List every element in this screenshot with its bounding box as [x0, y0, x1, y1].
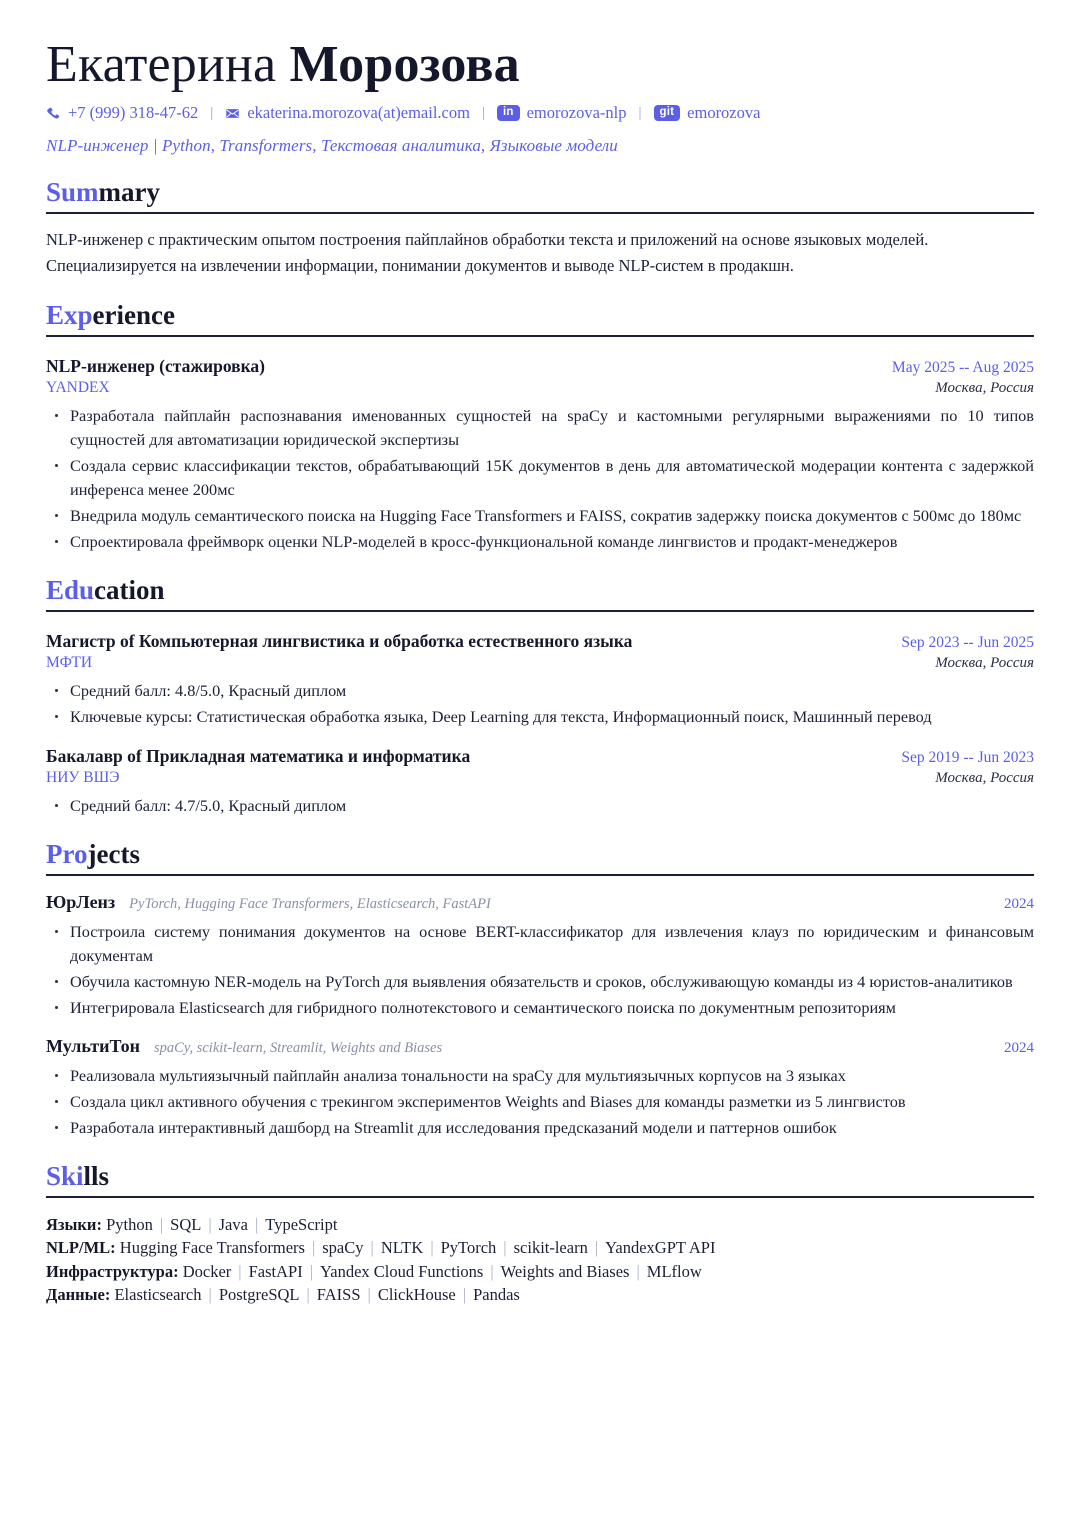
resume-header — [46, 36, 1034, 156]
contact-line — [46, 103, 1034, 123]
section-title-rest: erience — [92, 299, 175, 330]
bullet-list — [46, 1064, 1034, 1140]
entry-header-row — [46, 746, 1034, 767]
section-experience — [46, 301, 1034, 554]
section-title-accent: Edu — [46, 574, 95, 605]
skill-separator: | — [490, 1261, 494, 1281]
contact-separator: | — [481, 104, 485, 121]
skill-item: FAISS — [316, 1285, 361, 1305]
entry-date: Sep 2023 -- Jun 2025 — [901, 633, 1034, 651]
section-title-rest: cation — [94, 574, 165, 605]
section-title-education — [46, 576, 1034, 605]
bullet-item: Разработала пайплайн распознавания именованных сущностей на spaCy и кастомными регулярными выражениями по 10 типов сущностей для автоматизации юридической экспертизы — [46, 404, 1034, 452]
bullet-item: Интегрировала Elasticsearch для гибридного полнотекстового и семантического поиска по документным репозиториям — [46, 996, 1034, 1020]
skill-item: Python — [106, 1214, 153, 1234]
bullet-item: Создала сервис классификации текстов, обрабатывающий 15K документов в день для автоматической модерации контента с задержкой инференса менее 200мс — [46, 454, 1034, 502]
section-title-rest: lls — [83, 1160, 110, 1191]
bullet-list — [46, 404, 1034, 554]
bullet-item: Ключевые курсы: Статистическая обработка языка, Deep Learning для текста, Информационный поиск, Машинный перевод — [46, 705, 1034, 729]
section-title-skills — [46, 1162, 1034, 1191]
section-title-accent: Ski — [46, 1160, 84, 1191]
skill-item: Yandex Cloud Functions — [320, 1261, 484, 1281]
entry-location: Москва, Россия — [935, 769, 1034, 786]
entry-company: YANDEX — [46, 379, 110, 397]
project-year: 2024 — [1004, 1039, 1034, 1056]
skill-item: FastAPI — [248, 1261, 303, 1281]
skills-list — [46, 1213, 1034, 1307]
project-entry — [46, 1036, 1034, 1140]
contact-separator: | — [210, 104, 214, 121]
section-skills — [46, 1162, 1034, 1307]
section-title-accent: Pro — [46, 838, 88, 869]
skill-item: Hugging Face Transformers — [119, 1238, 305, 1258]
skill-category: Инфраструктура: — [46, 1261, 183, 1281]
contact-email[interactable] — [225, 103, 470, 123]
projects-list — [46, 892, 1034, 1140]
skill-item: PyTorch — [440, 1238, 497, 1258]
phone-icon — [46, 106, 61, 121]
first-name: Екатерина — [46, 36, 277, 93]
summary-line: NLP-инженер с практическим опытом построения пайплайнов обработки текста и приложений на основе языковых моделей. — [46, 230, 929, 250]
skill-separator: | — [594, 1238, 599, 1258]
skill-separator: | — [311, 1238, 316, 1258]
bullet-item: Средний балл: 4.8/5.0, Красный диплом — [46, 679, 1034, 703]
skill-separator: | — [208, 1214, 212, 1234]
skill-item: Java — [218, 1214, 248, 1234]
section-education — [46, 576, 1034, 818]
bullet-list — [46, 920, 1034, 1020]
entry-date: Sep 2019 -- Jun 2023 — [901, 748, 1034, 766]
summary-text — [46, 228, 1034, 279]
bullet-item: Создала цикл активного обучения с трекингом экспериментов Weights and Biases для команды разметки из 5 лингвистов — [46, 1090, 1034, 1114]
entry-header-row — [46, 356, 1034, 377]
skill-item: Elasticsearch — [114, 1285, 202, 1305]
section-title-rest: jects — [87, 838, 140, 869]
skill-item: Docker — [182, 1261, 232, 1281]
contact-text: emorozova-nlp — [526, 103, 627, 123]
section-rule — [46, 1196, 1034, 1198]
section-rule — [46, 335, 1034, 337]
skill-item: MLflow — [646, 1261, 702, 1281]
entry — [46, 631, 1034, 729]
skill-row — [46, 1283, 1034, 1306]
project-title-group — [46, 892, 491, 913]
bullet-item: Средний балл: 4.7/5.0, Красный диплом — [46, 794, 1034, 818]
skill-category: Языки: — [46, 1214, 107, 1234]
skill-row — [46, 1213, 1034, 1236]
section-rule — [46, 610, 1034, 612]
skill-row — [46, 1260, 1034, 1283]
skill-item: Weights and Biases — [500, 1261, 630, 1281]
contact-text: +7 (999) 318-47-62 — [68, 103, 199, 123]
contact-linkedin[interactable] — [497, 103, 627, 123]
section-title-accent: Exp — [46, 299, 93, 330]
entry-school: МФТИ — [46, 653, 93, 671]
contact-phone[interactable] — [46, 103, 198, 123]
project-title-group — [46, 1036, 442, 1057]
contact-separator: | — [638, 104, 642, 121]
linkedin-icon: in — [497, 105, 520, 121]
skill-item: spaCy — [322, 1238, 364, 1258]
bullet-item: Построила систему понимания документов на основе BERT-классификатор для извлечения клауз по юридическим и финансовым документам — [46, 920, 1034, 968]
project-header-row — [46, 892, 1034, 913]
skill-item: ClickHouse — [377, 1285, 456, 1305]
entry-header-row — [46, 631, 1034, 652]
skill-separator: | — [636, 1261, 640, 1281]
section-projects — [46, 840, 1034, 1140]
project-name: МультиТон — [46, 1035, 141, 1056]
skill-separator: | — [430, 1238, 434, 1258]
skill-item: NLTK — [380, 1238, 424, 1258]
skill-separator: | — [503, 1238, 507, 1258]
contact-github[interactable] — [654, 103, 761, 123]
bullet-item: Реализовала мультиязычный пайплайн анализа тональности на spaCy для мультиязычных корпусов на 3 языках — [46, 1064, 1034, 1088]
skill-separator: | — [238, 1261, 242, 1281]
entry — [46, 746, 1034, 818]
bullet-list — [46, 794, 1034, 818]
project-year: 2024 — [1004, 895, 1034, 912]
section-title-rest: mary — [98, 177, 161, 208]
candidate-name — [46, 36, 1034, 94]
contact-text: emorozova — [687, 103, 761, 123]
entry-sub-row — [46, 767, 1034, 787]
experience-list — [46, 356, 1034, 554]
skill-separator: | — [462, 1285, 467, 1305]
education-list — [46, 631, 1034, 818]
skill-item: SQL — [170, 1214, 202, 1234]
entry-date: May 2025 -- Aug 2025 — [891, 359, 1034, 377]
skill-item: YandexGPT API — [605, 1238, 716, 1258]
project-header-row — [46, 1036, 1034, 1057]
skill-separator: | — [159, 1214, 164, 1234]
email-icon — [225, 106, 240, 121]
entry-title: Бакалавр of Прикладная математика и информатика — [46, 745, 471, 766]
skill-separator: | — [254, 1214, 259, 1234]
entry-location: Москва, Россия — [935, 380, 1034, 397]
section-rule — [46, 874, 1034, 876]
section-title-accent: Sum — [46, 177, 99, 208]
bullet-item: Спроектировала фреймворк оценки NLP-моделей в кросс-функциональной команде лингвистов и продакт-менеджеров — [46, 530, 1034, 554]
entry-title: Магистр of Компьютерная лингвистика и обработка естественного языка — [46, 630, 633, 651]
section-rule — [46, 212, 1034, 214]
skill-item: PostgreSQL — [218, 1285, 300, 1305]
section-summary — [46, 178, 1034, 279]
github-icon: git — [654, 105, 681, 121]
project-entry — [46, 892, 1034, 1020]
entry-sub-row — [46, 377, 1034, 397]
bullet-list — [46, 679, 1034, 729]
bullet-item: Обучила кастомную NER-модель на PyTorch для выявления обязательств и сроков, обслуживающую команды из 4 юристов-аналитиков — [46, 970, 1034, 994]
entry-title: NLP-инженер (стажировка) — [46, 356, 265, 377]
project-stack: PyTorch, Hugging Face Transformers, Elasticsearch, FastAPI — [129, 895, 491, 912]
skill-item: scikit-learn — [513, 1238, 588, 1258]
skill-category: Данные: — [46, 1285, 115, 1305]
contact-text: ekaterina.morozova(at)email.com — [247, 103, 470, 123]
bullet-item: Разработала интерактивный дашборд на Streamlit для исследования предсказаний модели и паттернов ошибок — [46, 1116, 1034, 1140]
skill-separator: | — [370, 1238, 374, 1258]
project-name: ЮрЛенз — [46, 891, 116, 912]
skill-separator: | — [367, 1285, 371, 1305]
entry-sub-row — [46, 652, 1034, 672]
entry-school: НИУ ВШЭ — [46, 768, 120, 786]
tagline: NLP-инженер | Python, Transformers, Текстовая аналитика, Языковые модели — [46, 136, 618, 156]
section-title-experience — [46, 301, 1034, 330]
entry — [46, 356, 1034, 554]
summary-line: Специализируется на извлечении информации, понимании документов и выводе NLP-систем в продакшн. — [46, 256, 794, 276]
section-title-projects — [46, 840, 1034, 869]
last-name: Морозова — [289, 36, 520, 93]
skill-separator: | — [309, 1261, 313, 1281]
section-title-summary — [46, 178, 1034, 207]
skill-item: TypeScript — [265, 1214, 338, 1234]
bullet-item: Внедрила модуль семантического поиска на Hugging Face Transformers и FAISS, сократив задержку поиска документов с 500мс до 180мс — [46, 504, 1034, 528]
skill-item: Pandas — [473, 1285, 520, 1305]
skill-separator: | — [306, 1285, 310, 1305]
skill-row — [46, 1236, 1034, 1259]
skill-category: NLP/ML: — [46, 1238, 120, 1258]
entry-location: Москва, Россия — [935, 654, 1034, 671]
skill-separator: | — [208, 1285, 212, 1305]
project-stack: spaCy, scikit-learn, Streamlit, Weights and Biases — [154, 1039, 443, 1056]
